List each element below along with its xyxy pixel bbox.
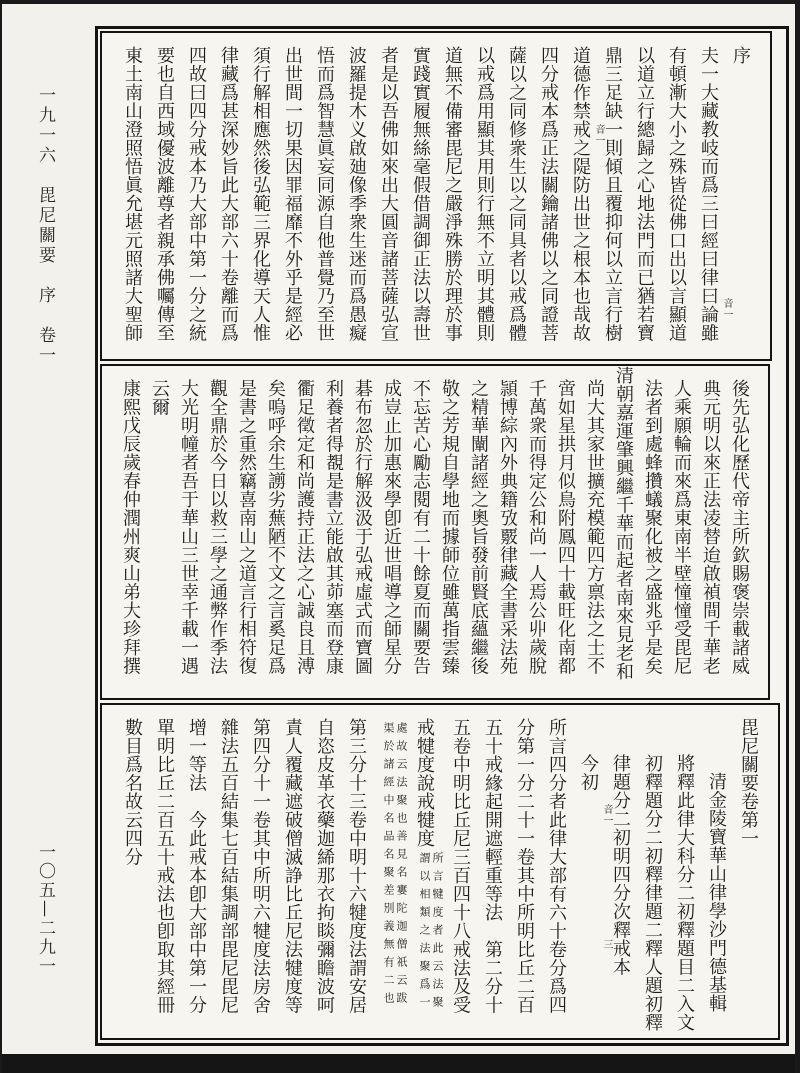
text-column [551, 379, 580, 685]
margin-page-number: 一〇五—二九一 [35, 843, 55, 976]
column-text: 康熙戊辰歲春仲潤州爽山弟大珍拜撰 [120, 379, 141, 675]
text-column [609, 366, 638, 681]
column-text: 者是以吾佛如來出大圓音諸菩薩弘宣 [378, 46, 399, 342]
gloss-annotation: 三 [601, 939, 612, 951]
text-block-frame [95, 26, 789, 1046]
column-text: 清金陵寶華山律學沙門德基輯 [706, 772, 727, 1013]
column-text: 觀全鼎於今日以救三學之通弊作季法 [207, 379, 228, 675]
text-column [340, 46, 372, 346]
text-column [180, 46, 212, 346]
column-text: 衢足徵定和尚護持正法之心誠良且溥 [294, 379, 315, 675]
text-column [435, 379, 464, 685]
column-text: 出世間一切果因罪福靡不外乎是經必 [282, 46, 303, 342]
interlinear-note [418, 852, 444, 1014]
column-text: 五十戒緣起開遮輕重等法 第二分十 [482, 718, 503, 1014]
text-column [116, 718, 148, 1025]
interlinear-note-subcolumn: 渠於諸經中名品名聚差別義無有二也 [382, 722, 395, 1010]
text-column [406, 379, 435, 685]
column-text: 成豈止加惠來學卽近世唱導之師星分 [381, 379, 402, 675]
column-text: 序 [730, 46, 751, 65]
column-text: 要也自西域優波離尊者親承佛囑傳至 [154, 46, 175, 342]
column-text: 五卷中明比丘尼三百四十八戒法及受 [450, 718, 471, 1014]
column-text: 責人覆藏遮破僧滅諍比丘尼法犍度等 [282, 718, 303, 1014]
column-text: 後先弘化歷代帝主所欽賜褒崇載諸威 [729, 379, 750, 675]
column-text: 單明比丘二百五十戒法也卽取其經冊 [154, 718, 175, 1014]
column-text: 第三分十三卷中明十六犍度法謂安居 [346, 718, 367, 1014]
column-text: 有頓漸大小之殊皆從佛口出以言顯道 [666, 46, 687, 342]
text-column [244, 718, 276, 1025]
column-text: 道德作禁戒之隄防出世之根本也哉故 [570, 46, 591, 342]
text-column [522, 379, 551, 685]
text-column [436, 46, 468, 346]
column-text: 第四分十一卷其中所明六犍度法房舍 [250, 718, 271, 1014]
text-column [116, 379, 145, 685]
text-column [468, 46, 500, 346]
column-text: 啻如星拱月似鳥附鳳四十載旺化南都 [555, 379, 576, 675]
column-text: 悟而爲智慧眞妄同源自他普覺乃至世 [314, 46, 335, 342]
text-column [667, 379, 696, 685]
text-column [572, 718, 604, 1025]
column-text: 今初 [578, 754, 599, 791]
text-column [148, 718, 180, 1025]
text-column [508, 718, 540, 1025]
text-column [721, 46, 756, 346]
text-column [212, 46, 244, 346]
scan-edge-left [0, 0, 2, 1073]
column-text: 不忘苦心勵志閱有二十餘夏而關要告 [410, 379, 431, 675]
text-column [493, 379, 522, 685]
text-column [203, 379, 232, 685]
column-text: 分第一分二十一卷其中所明比丘二百 [514, 718, 535, 1014]
column-text: 利養者得覩是書立能啟其茆塞而登康 [323, 379, 344, 675]
panel-preface-1 [100, 31, 772, 361]
column-text: 四分戒本爲正法關鑰諸佛以之同證菩 [538, 46, 559, 342]
text-column [174, 379, 203, 685]
text-column [212, 718, 244, 1025]
text-column [660, 46, 692, 346]
column-text: 以道立行總歸之心地法門而已猶若寶 [634, 46, 655, 342]
column-text: 矣嗚呼余生謭劣蕪陋不文之言奚足爲 [265, 379, 286, 675]
column-text: 將釋此律大科分二初釋題目二入文 [674, 754, 695, 1032]
column-text: 數目爲名故云四分 [122, 718, 143, 866]
text-column [636, 718, 668, 1032]
interlinear-note [382, 722, 408, 1010]
text-column [580, 379, 609, 685]
column-text: 云爾 [149, 379, 170, 416]
column-text: 敬之芳規自學地而據師位雖萬指雲臻 [439, 379, 460, 675]
scan-edge-right [795, 0, 800, 1073]
text-column [232, 379, 261, 685]
text-column [540, 718, 572, 1025]
column-text: 律題分二初明四分次釋戒本 [610, 754, 631, 976]
column-text: 律藏爲甚深妙旨此大部六十卷離而爲 [218, 46, 239, 342]
column-text: 戒犍度說戒犍度 [414, 718, 435, 848]
text-column [564, 46, 596, 346]
text-column [372, 46, 404, 346]
text-column [476, 718, 508, 1025]
text-column [692, 46, 724, 346]
column-text: 夫一大藏教岐而爲三曰經曰律曰論雖 [698, 46, 719, 342]
text-column [348, 379, 377, 685]
text-column [464, 379, 493, 685]
text-column [180, 718, 212, 1025]
text-column [700, 718, 732, 1025]
column-text: 自恣皮革衣藥迦絺那衣拘睒彌瞻波呵 [314, 718, 335, 1014]
text-column [290, 379, 319, 685]
text-column [308, 46, 340, 346]
text-column [638, 379, 667, 685]
text-column [372, 718, 408, 1025]
column-text: 雜法五百結集七百結集調部毘尼毘尼 [218, 718, 239, 1014]
column-text: 毘尼關要卷第一 [738, 718, 759, 848]
text-column [308, 718, 340, 1025]
text-column [377, 379, 406, 685]
column-text: 之精華闡諸經之奧旨發前賢底蘊繼後 [468, 379, 489, 675]
column-text: 須行解相應然後弘範三界化導天人惟 [250, 46, 271, 342]
gloss-annotation: 音一 [721, 298, 732, 320]
text-column [408, 718, 444, 1025]
text-column [404, 46, 436, 346]
column-text: 所言四分者此律大部有六十卷分爲四 [546, 718, 567, 1014]
column-text: 是書之重然竊喜南山之道言行相符復 [236, 379, 257, 675]
column-text: 東土南山澄照悟眞允堪元照諸大聖師 [122, 46, 143, 342]
text-column [319, 379, 348, 685]
text-column [276, 718, 308, 1025]
panel-main-text [100, 703, 780, 1040]
column-text: 法者到處蜂攢蟻聚化被之盛兆乎是矣 [642, 379, 663, 675]
text-column [500, 46, 532, 346]
column-text: 初釋題分二初釋律題二釋人題初釋 [642, 754, 663, 1032]
text-column [276, 46, 308, 346]
scan-edge-bottom [0, 1054, 800, 1073]
text-column [261, 379, 290, 685]
column-text: 典元明以來正法凌替迨啟禎間千華老 [700, 379, 721, 675]
gloss-annotation: 音一 [601, 803, 612, 826]
column-text: 人乘願輪而來爲東南半壁憧憧受毘尼 [671, 379, 692, 675]
text-column [593, 46, 628, 346]
text-column [532, 46, 564, 346]
text-column [601, 718, 636, 1025]
column-text: 尚大其家世擴充模範四方禀法之士不 [584, 379, 605, 675]
column-text: 千萬衆而得定公和尚一人焉公丱歲脫 [526, 379, 547, 675]
text-column [696, 379, 725, 685]
text-column [244, 46, 276, 346]
text-column [444, 718, 476, 1025]
gloss-annotation: 音一 [593, 124, 604, 146]
column-text: 薩以之同修衆生以之同具者以戒爲體 [506, 46, 527, 342]
column-text: 增一等法 今此戒本卽大部中第一分 [186, 718, 207, 1014]
column-text: 以戒爲用顯其用則行無不立明其體則 [474, 46, 495, 342]
margin-header-label: 一九一六 毘尼關要 序 卷一 [35, 86, 55, 366]
column-text: 清朝嘉運肇興繼千華而起者南來見老和 [613, 366, 634, 681]
column-text: 波羅提木义啟廸像季衆生迷而爲愚癡 [346, 46, 367, 342]
column-text: 四故曰四分戒本乃大部中第一分之統 [186, 46, 207, 342]
interlinear-note-subcolumn: 謂以相類之法聚爲一 [418, 851, 431, 1014]
text-column [340, 718, 372, 1025]
panel-preface-2 [100, 364, 770, 700]
column-text: 鼎三足缺一則傾且覆抑何以立言行樹 [602, 46, 623, 342]
text-column [116, 46, 148, 346]
column-text: 實踐實履無絲毫假借調御正法以壽世 [410, 46, 431, 342]
column-text: 碁布忽於行解汲汲于弘戒虛式而寶圖 [352, 379, 373, 675]
interlinear-note-subcolumn: 所言犍度者此云法聚 [431, 851, 444, 1014]
text-column [148, 46, 180, 346]
column-text: 大光明幢者吾于華山三世幸千載一遇 [178, 379, 199, 675]
column-text: 頴博綜內外典籍攷覈律藏全書采法苑 [497, 379, 518, 675]
text-column [668, 718, 700, 1032]
text-column [725, 379, 754, 685]
text-column [628, 46, 660, 346]
text-column [732, 718, 764, 1025]
scan-edge-top [0, 0, 800, 4]
text-column [145, 379, 174, 685]
column-text: 道無不備審毘尼之嚴淨殊勝於理於事 [442, 46, 463, 342]
interlinear-note-subcolumn: 處故云法聚也善見名寠陀迦僧祇云跋 [395, 722, 408, 1010]
